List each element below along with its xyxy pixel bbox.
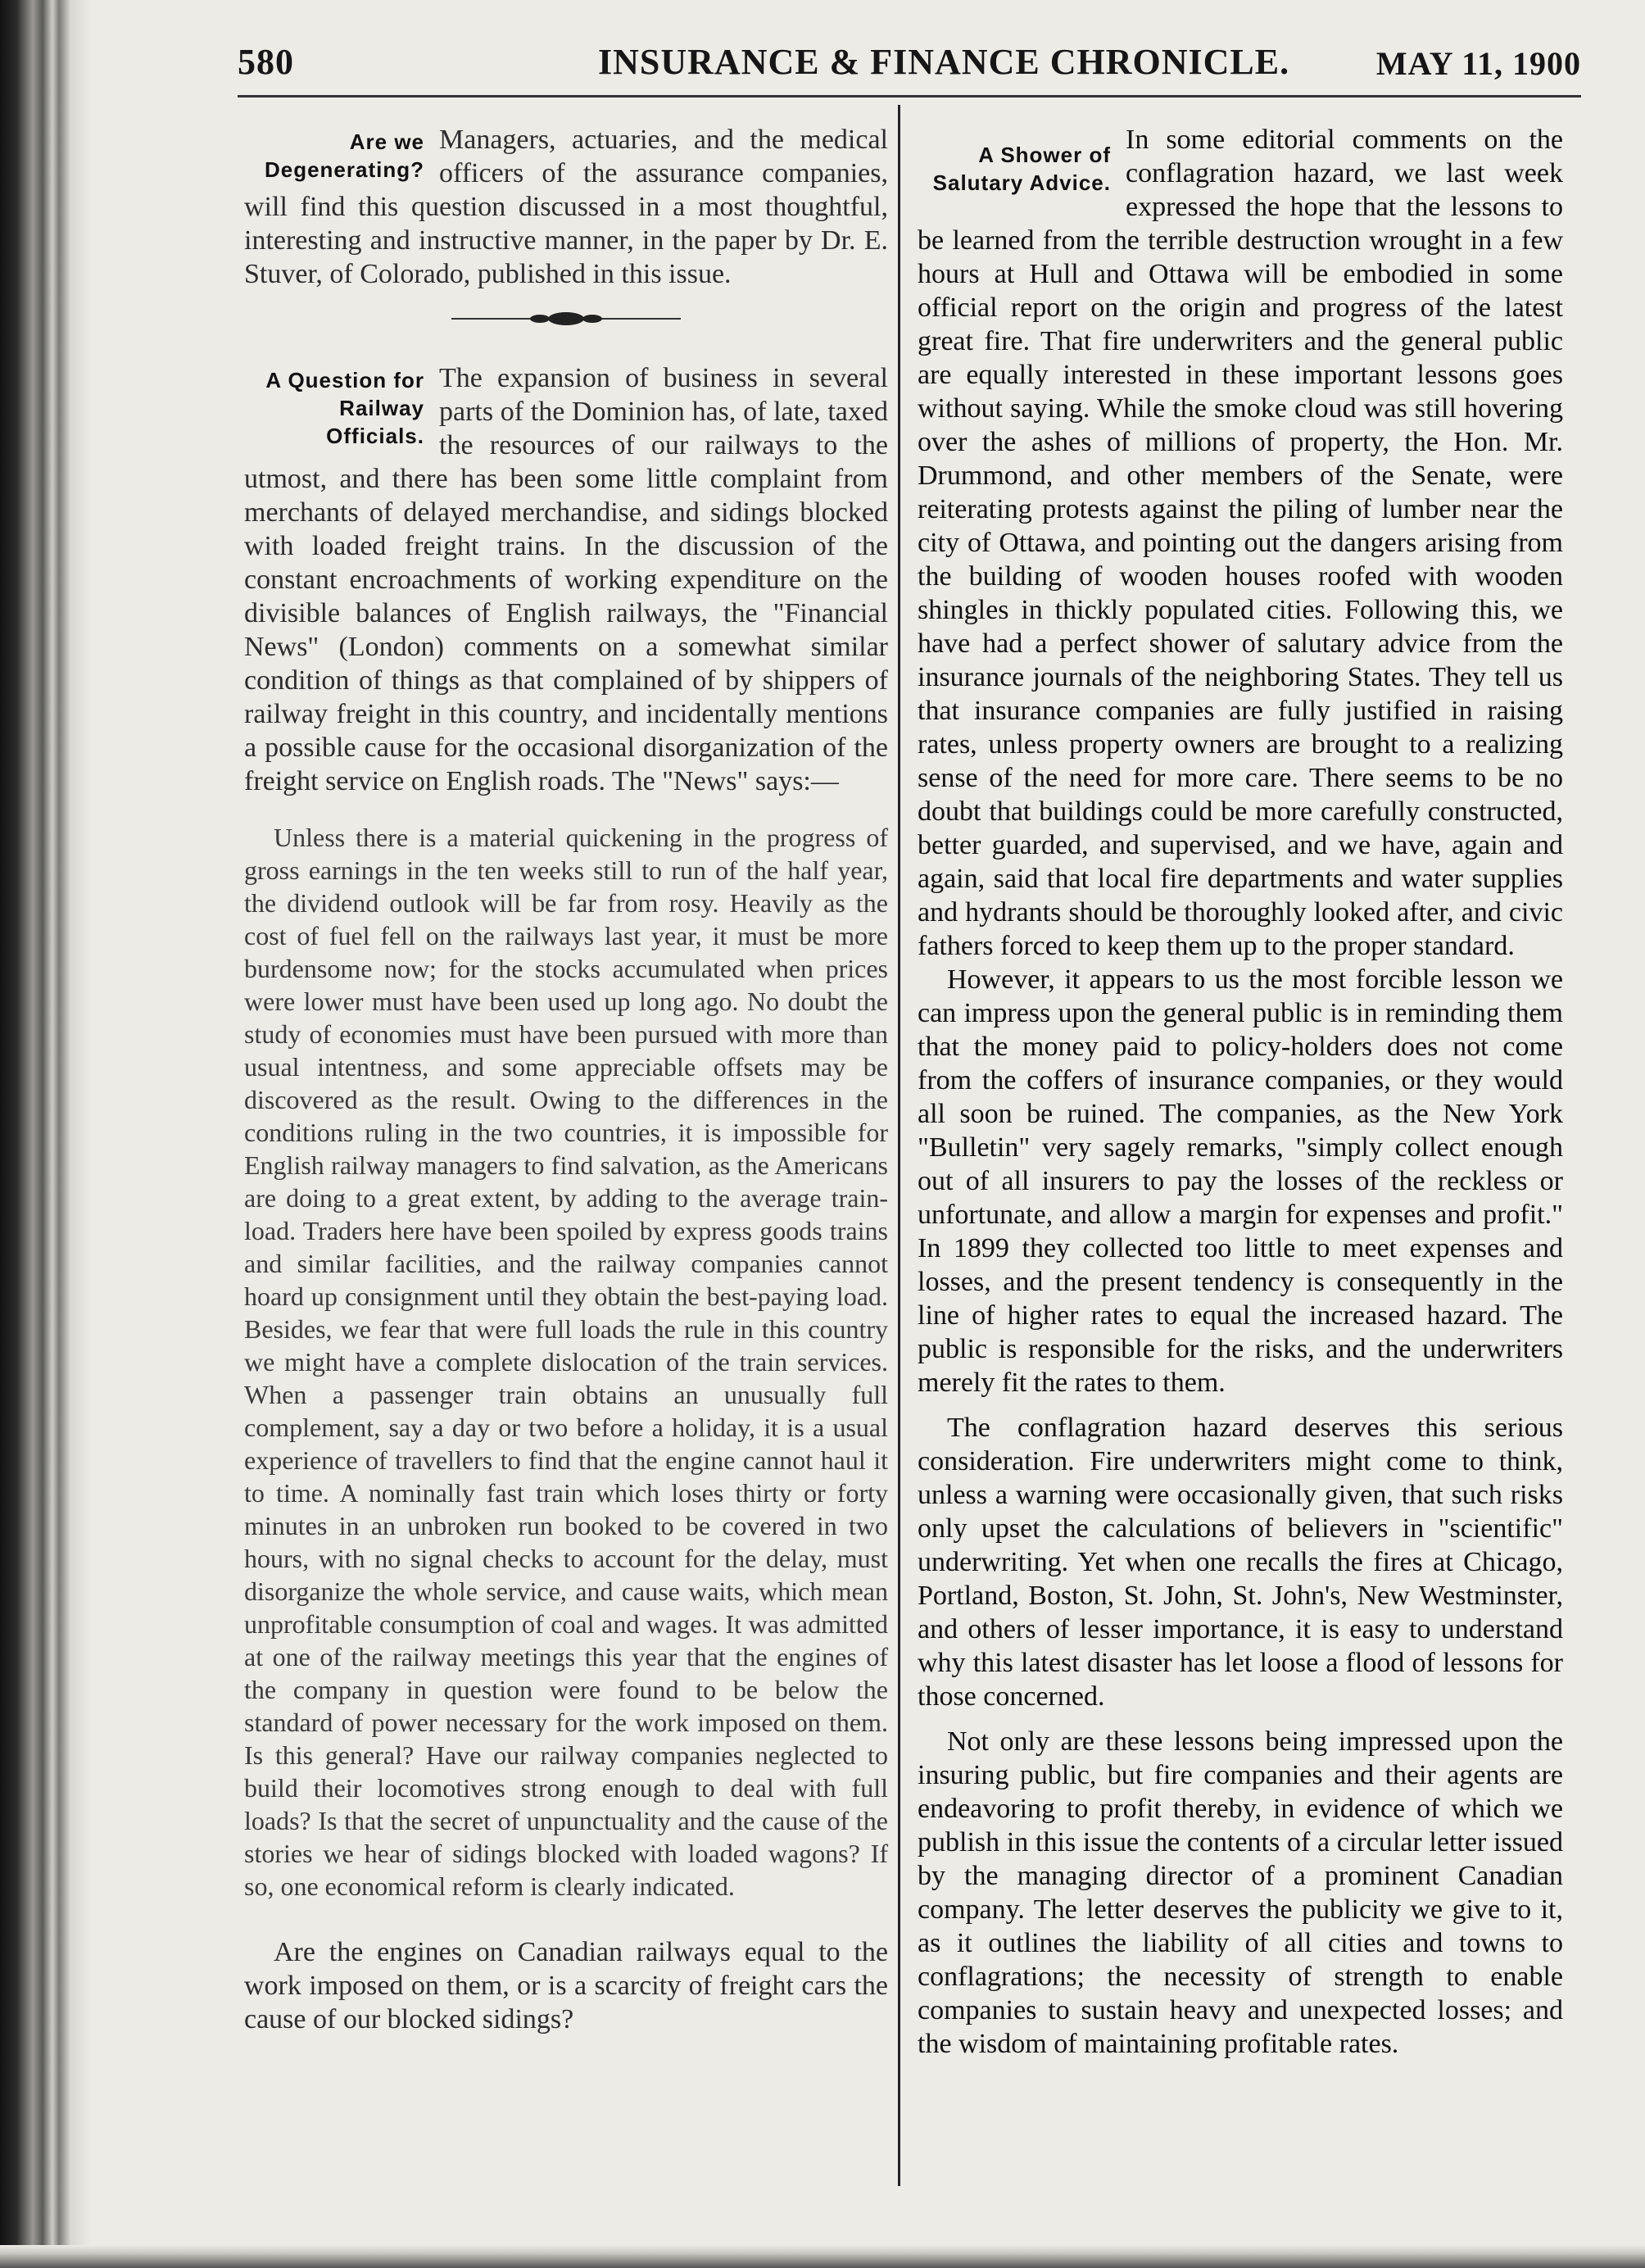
bottom-edge	[0, 2245, 1645, 2268]
column-divider	[898, 105, 900, 2186]
side-heading-line1: Are we	[349, 129, 424, 154]
side-heading	[918, 141, 1111, 197]
article-degenerating	[244, 123, 888, 291]
article-text: The expansion of business in several parts of the Dominion has, of late, taxed the resources of our railways to the utmost, and there has been some little complaint from merchants of delayed merchandise, and sidings blocked with loaded freight trains. In the discussion of the constant encroachments of working expenditure on the divisible balances of English railways, the "Financial News" (London) comments on a somewhat similar condition of things as that complained of by shippers of railway freight in this country, and incidentally mentions a possible cause for the occasional disorganization of the freight service on English roads. The "News" says:—	[244, 363, 888, 796]
article-text: Managers, actuaries, and the medical officers of the assurance companies, will find this question discussed in a most thoughtful, interesting and instructive manner, in the paper by Dr. E. Stuver, of Colorado, published in this issue.	[244, 125, 888, 289]
left-column	[244, 123, 888, 2036]
side-heading-line1: A Question for	[265, 368, 424, 392]
side-heading-line2: Railway Officials.	[326, 396, 424, 448]
side-heading-line2: Degenerating?	[264, 157, 424, 182]
page-header	[238, 36, 1581, 85]
paragraph: Not only are these lessons being impressed upon the insuring public, but fire companies and their agents are endeavoring to profit thereby, in evidence of which we publish in this issue the contents of a circular letter issued by the managing director of a prominent Canadian company. The letter deserves the publicity we give to it, as it outlines the liability of all cities and towns to conflagrations; the necessity of strength to enable companies to sustain heavy and unexpected losses; and the wisdom of maintaining profitable rates.	[918, 1726, 1563, 2059]
paragraph: However, it appears to us the most forcible lesson we can impress upon the general public is in reminding them that the money paid to policy-holders does not come from the coffers of insurance companies, or they would all soon be ruined. The companies, as the New York "Bulletin" very sagely remarks, "simply collect enough out of all insurers to pay the losses of the reckless or unfortunate, and allow a margin for expenses and profit." In 1899 they collected too little to meet expenses and losses, and the present tendency is consequently in the line of higher rates to equal the increased hazard. The public is responsible for the risks, and the underwriters merely fit the rates to them.	[918, 964, 1563, 1398]
closing-question: Are the engines on Canadian railways equal to the work imposed on them, or is a scarcity of freight cars the cause of our blocked sidings?	[244, 1937, 888, 2034]
side-heading	[244, 128, 424, 184]
issue-date: MAY 11, 1900	[1375, 45, 1581, 82]
binding-edge	[0, 0, 92, 2268]
paragraph: The conflagration hazard deserves this serious consideration. Fire underwriters might come to think, unless a warning were occasionally given, that such risks only upset the calculations of believers in "scientific" underwriting. Yet when one recalls the fires at Chicago, Portland, Boston, St. John, St. John's, New Westminster, and others of lesser importance, it is easy to understand why this latest disaster has let loose a flood of lessons for those concerned.	[918, 1413, 1563, 1712]
paragraph: In some editorial comments on the conflagration hazard, we last week expressed the hope that the lessons to be learned from the terrible destruction wrought in a few hours at Hull and Ottawa will be embodied in some official report on the origin and progress of the latest great fire. That fire underwriters and the general public are equally interested in these important lessons goes without saying. While the smoke cloud was still hovering over the ashes of millions of property, the Hon. Mr. Drummond, and other members of the Senate, were reiterating protests against the piling of lumber near the city of Ottawa, and pointing out the dangers arising from the building of wooden houses roofed with wooden shingles in thickly populated cities. Following this, we have had a perfect shower of salutary advice from the insurance journals of the neighboring States. They tell us that insurance companies are fully justified in raising rates, unless property owners are brought to a realizing sense of the need for more care. There seems to be no doubt that buildings could be more carefully constructed, better guarded, and supervised, and we have, again and again, said that local fire departments and water supplies and hydrants should be thoroughly looked after, and civic fathers forced to keep them up to the proper standard.	[918, 125, 1563, 961]
header-rule	[238, 95, 1581, 98]
ornament-divider-icon	[451, 309, 681, 329]
side-heading-line2: Salutary Advice.	[932, 170, 1111, 195]
side-heading-line1: A Shower of	[978, 143, 1111, 167]
journal-title: INSURANCE & FINANCE CHRONICLE.	[598, 42, 1290, 82]
right-column	[918, 123, 1563, 2061]
article-railway-officials	[244, 361, 888, 2036]
article-salutary-advice	[918, 123, 1563, 2061]
quote-text: Unless there is a material quickening in the progress of gross earnings in the ten weeks still to run of the half year, the dividend outlook will be far from rosy. Heavily as the cost of fuel fell on the railways last year, it must be more burdensome now; for the stocks accumulated when prices were lower must have been used up long ago. No doubt the study of economies must have been pursued with more than usual intentness, and some appreciable offsets may be discovered as the result. Owing to the differences in the conditions ruling in the two countries, it is impossible for English railway managers to find salvation, as the Americans are doing to a great extent, by adding to the average train-load. Traders here have been spoiled by express goods trains and similar facilities, and the railway companies cannot hoard up consignment until they obtain the best-paying load. Besides, we fear that were full loads the rule in this country we might have a complete dislocation of the train services. When a passenger train obtains an unusually full complement, say a day or two before a holiday, it is a usual experience of travellers to find that the engine cannot haul it to time. A nominally fast train which loses thirty or forty minutes in an unbroken run booked to be covered in two hours, with no signal checks to account for the delay, must disorganize the whole service, and cause waits, which mean unprofitable consumption of coal and wages. It was admitted at one of the railway meetings this year that the engines of the company in question were found to be below the standard of power necessary for the work imposed on them. Is this general? Have our railway companies neglected to build their locomotives strong enough to deal with full loads? Is that the secret of unpunctuality and the cause of the stories we hear of sidings blocked with loaded wagons? If so, one economical reform is clearly indicated.	[244, 823, 888, 1901]
quoted-passage	[244, 821, 888, 1903]
side-heading	[244, 366, 424, 450]
page-number: 580	[238, 42, 294, 82]
